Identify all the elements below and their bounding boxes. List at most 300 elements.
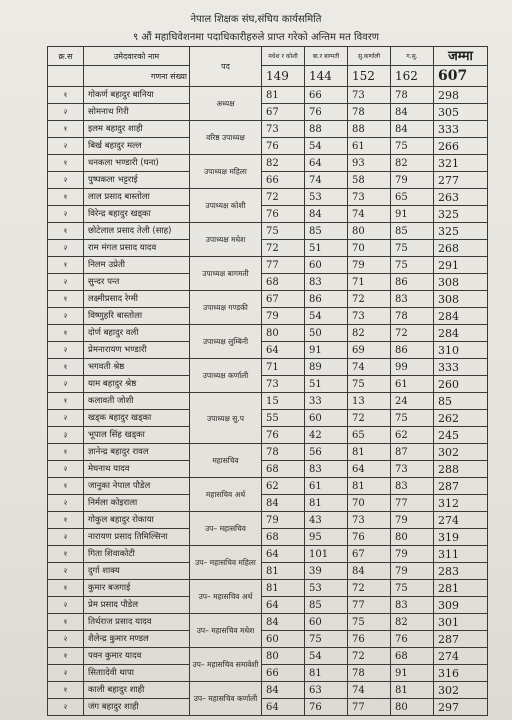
candidate-name: शैलेन्द्र कुमार मण्डल (84, 631, 190, 648)
header-post: पद (190, 47, 262, 87)
candidate-name: काली बहादुर शाही (84, 682, 190, 699)
candidate-name: बिर्ख बहादुर मल्ल (84, 138, 190, 155)
summary-c3: 152 (348, 66, 391, 87)
table-row (48, 597, 488, 614)
post-cell: उपाध्यक्ष लुम्बिनी (190, 325, 262, 359)
votes-cell: 84 (262, 682, 305, 699)
summary-c4: 162 (391, 66, 434, 87)
candidate-name: निर्मला कोइराला (84, 495, 190, 512)
votes-cell: 79 (262, 308, 305, 325)
post-cell: उप– महासचिव मधेश (190, 614, 262, 648)
document-subtitle: ९ औं महाधिवेशनमा पदाधिकारीहरुले प्राप्त गरेको अन्तिम मत विवरण (132, 32, 380, 43)
votes-cell: 75 (391, 410, 434, 427)
votes-cell: 65 (391, 189, 434, 206)
votes-cell: 76 (348, 529, 391, 546)
votes-cell: 76 (305, 104, 348, 121)
votes-cell: 43 (305, 512, 348, 529)
votes-cell: 60 (305, 410, 348, 427)
table-row (48, 172, 488, 189)
table-row (48, 87, 488, 104)
total-votes: 305 (434, 104, 488, 121)
row-sn: २ (48, 699, 84, 716)
row-sn: १ (48, 393, 84, 410)
total-votes: 266 (434, 138, 488, 155)
votes-cell: 54 (305, 138, 348, 155)
header-c4: ग.सु. (391, 47, 434, 66)
votes-cell: 91 (305, 342, 348, 359)
post-cell: उप– महासचिव महिला (190, 546, 262, 580)
candidate-name: दुर्गा शाक्य (84, 563, 190, 580)
votes-cell: 69 (348, 342, 391, 359)
votes-cell: 83 (391, 597, 434, 614)
candidate-name: प्रेम प्रसाद पौडेल (84, 597, 190, 614)
votes-cell: 53 (305, 189, 348, 206)
table-row (48, 444, 488, 461)
row-sn: १ (48, 614, 84, 631)
votes-cell: 74 (348, 359, 391, 376)
votes-cell: 68 (262, 461, 305, 478)
table-row (48, 325, 488, 342)
table-row (48, 291, 488, 308)
votes-cell: 87 (391, 444, 434, 461)
total-votes: 262 (434, 410, 488, 427)
post-cell: उपाध्यक्ष मधेश (190, 223, 262, 257)
votes-cell: 75 (348, 614, 391, 631)
candidate-name: नारायण प्रसाद तिमिल्सिना (84, 529, 190, 546)
votes-cell: 15 (262, 393, 305, 410)
candidate-name: ज्ञानेन्द्र बहादुर रावल (84, 444, 190, 461)
total-votes: 301 (434, 614, 488, 631)
candidate-name: याम बहादुर श्रेष्ठ (84, 376, 190, 393)
votes-cell: 68 (262, 274, 305, 291)
votes-cell: 53 (305, 580, 348, 597)
votes-cell: 64 (348, 461, 391, 478)
votes-cell: 73 (262, 376, 305, 393)
votes-cell: 72 (348, 580, 391, 597)
votes-cell: 64 (262, 699, 305, 716)
total-votes: 85 (434, 393, 488, 410)
votes-cell: 81 (348, 444, 391, 461)
votes-cell: 75 (348, 376, 391, 393)
votes-cell: 73 (348, 308, 391, 325)
table-row (48, 512, 488, 529)
total-votes: 311 (434, 546, 488, 563)
votes-cell: 80 (391, 699, 434, 716)
total-votes: 245 (434, 427, 488, 444)
row-sn: १ (48, 444, 84, 461)
votes-cell: 64 (262, 597, 305, 614)
votes-cell: 77 (391, 495, 434, 512)
vote-table (47, 46, 488, 716)
total-votes: 260 (434, 376, 488, 393)
table-row (48, 308, 488, 325)
votes-cell: 79 (391, 546, 434, 563)
table-row (48, 427, 488, 444)
header-row (48, 47, 488, 66)
total-votes: 333 (434, 359, 488, 376)
row-sn: २ (48, 495, 84, 512)
votes-cell: 78 (348, 665, 391, 682)
total-votes: 274 (434, 648, 488, 665)
votes-cell: 80 (262, 325, 305, 342)
post-cell: उपाध्यक्ष सु.प (190, 393, 262, 444)
votes-cell: 91 (391, 206, 434, 223)
total-votes: 274 (434, 512, 488, 529)
document-title: नेपाल शिक्षक संघ,संघिय कार्यसमिति (190, 14, 322, 25)
votes-cell: 66 (305, 87, 348, 104)
total-votes: 263 (434, 189, 488, 206)
votes-cell: 68 (391, 648, 434, 665)
row-sn: १ (48, 546, 84, 563)
table-row (48, 257, 488, 274)
total-votes: 325 (434, 206, 488, 223)
candidate-name: धनकला भण्डारी (घना) (84, 155, 190, 172)
votes-cell: 86 (391, 342, 434, 359)
votes-cell: 62 (391, 427, 434, 444)
votes-cell: 86 (391, 274, 434, 291)
votes-cell: 51 (305, 240, 348, 257)
total-votes: 288 (434, 461, 488, 478)
votes-cell: 75 (391, 257, 434, 274)
votes-cell: 73 (391, 461, 434, 478)
post-cell: उपाध्यक्ष कर्णाली (190, 359, 262, 393)
row-sn: १ (48, 325, 84, 342)
total-votes: 312 (434, 495, 488, 512)
votes-cell: 80 (348, 223, 391, 240)
candidate-name: दोर्ण बहादुर वली (84, 325, 190, 342)
table-row (48, 223, 488, 240)
table-row (48, 206, 488, 223)
post-cell: उप– महासचिव (190, 512, 262, 546)
votes-cell: 61 (305, 478, 348, 495)
votes-cell: 83 (391, 478, 434, 495)
votes-cell: 73 (262, 121, 305, 138)
votes-cell: 78 (391, 308, 434, 325)
votes-cell: 101 (305, 546, 348, 563)
votes-cell: 81 (348, 478, 391, 495)
header-name: उमेदवारको नाम (84, 47, 190, 66)
total-votes: 287 (434, 631, 488, 648)
votes-cell: 76 (262, 138, 305, 155)
total-votes: 310 (434, 342, 488, 359)
votes-cell: 71 (262, 359, 305, 376)
row-sn: ३ (48, 427, 84, 444)
row-sn: १ (48, 359, 84, 376)
total-votes: 325 (434, 223, 488, 240)
votes-cell: 76 (348, 631, 391, 648)
votes-cell: 74 (348, 206, 391, 223)
candidate-name: लक्ष्मीप्रसाद रेग्मी (84, 291, 190, 308)
votes-cell: 61 (348, 138, 391, 155)
table-row (48, 189, 488, 206)
votes-cell: 78 (262, 444, 305, 461)
candidate-name: छोटेलाल प्रसाद तेली (साह) (84, 223, 190, 240)
votes-cell: 78 (348, 104, 391, 121)
summary-c1: 149 (262, 66, 305, 87)
post-cell: अध्यक्ष (190, 87, 262, 121)
candidate-name: मेघनाथ यादव (84, 461, 190, 478)
row-sn: २ (48, 631, 84, 648)
row-sn: २ (48, 240, 84, 257)
total-votes: 287 (434, 478, 488, 495)
summary-total: 607 (434, 66, 488, 87)
votes-cell: 79 (391, 512, 434, 529)
votes-cell: 75 (262, 223, 305, 240)
votes-cell: 81 (262, 563, 305, 580)
votes-cell: 72 (348, 410, 391, 427)
post-cell: उपाध्यक्ष महिला (190, 155, 262, 189)
votes-cell: 68 (262, 529, 305, 546)
header-total: जम्मा (434, 47, 488, 66)
candidate-name: खड्क बहादुर खड्का (84, 410, 190, 427)
votes-cell: 64 (262, 342, 305, 359)
candidate-name: सुन्दर पन्त (84, 274, 190, 291)
votes-cell: 75 (391, 580, 434, 597)
total-votes: 302 (434, 444, 488, 461)
votes-cell: 51 (305, 376, 348, 393)
total-votes: 291 (434, 257, 488, 274)
votes-cell: 54 (305, 648, 348, 665)
header-sn: क्र.स (48, 47, 84, 66)
row-sn: २ (48, 376, 84, 393)
row-sn: १ (48, 223, 84, 240)
candidate-name: गोकर्ण बहादुर बानिया (84, 87, 190, 104)
candidate-name: जानुका नेपाल पौडेल (84, 478, 190, 495)
votes-cell: 80 (391, 529, 434, 546)
row-sn: २ (48, 529, 84, 546)
table-row (48, 104, 488, 121)
row-sn: १ (48, 478, 84, 495)
candidate-name: पवन कुमार यादव (84, 648, 190, 665)
table-row (48, 155, 488, 172)
votes-cell: 77 (262, 257, 305, 274)
votes-cell: 82 (391, 155, 434, 172)
summary-empty-sn (48, 66, 84, 87)
votes-cell: 88 (305, 121, 348, 138)
post-cell: उप– महासचिव कर्णाली (190, 682, 262, 716)
row-sn: २ (48, 597, 84, 614)
votes-cell: 70 (348, 495, 391, 512)
total-votes: 308 (434, 291, 488, 308)
votes-cell: 81 (305, 495, 348, 512)
votes-cell: 74 (348, 682, 391, 699)
votes-cell: 66 (262, 665, 305, 682)
candidate-name: लाल प्रसाद बास्तोला (84, 189, 190, 206)
votes-cell: 56 (305, 444, 348, 461)
row-sn: २ (48, 172, 84, 189)
table-row (48, 393, 488, 410)
total-votes: 297 (434, 699, 488, 716)
row-sn: १ (48, 580, 84, 597)
votes-cell: 33 (305, 393, 348, 410)
votes-cell: 83 (305, 274, 348, 291)
votes-cell: 61 (391, 376, 434, 393)
total-votes: 268 (434, 240, 488, 257)
candidate-name: तिर्थराज प्रसाद यादव (84, 614, 190, 631)
votes-cell: 82 (262, 155, 305, 172)
votes-cell: 83 (305, 461, 348, 478)
table-row (48, 631, 488, 648)
votes-cell: 85 (391, 223, 434, 240)
table-row (48, 121, 488, 138)
row-sn: २ (48, 563, 84, 580)
candidate-name: सिताादेवी थापा (84, 665, 190, 682)
votes-cell: 76 (262, 427, 305, 444)
row-sn: १ (48, 291, 84, 308)
votes-cell: 88 (348, 121, 391, 138)
candidate-name: भगवती श्रेष्ठ (84, 359, 190, 376)
votes-cell: 64 (262, 546, 305, 563)
votes-cell: 84 (348, 563, 391, 580)
votes-cell: 84 (391, 121, 434, 138)
total-votes: 284 (434, 325, 488, 342)
votes-cell: 80 (262, 648, 305, 665)
total-votes: 298 (434, 87, 488, 104)
row-sn: १ (48, 155, 84, 172)
votes-cell: 39 (305, 563, 348, 580)
total-votes: 308 (434, 274, 488, 291)
votes-cell: 95 (305, 529, 348, 546)
row-sn: २ (48, 206, 84, 223)
votes-cell: 81 (262, 87, 305, 104)
candidate-name: गिता शिवाकोटी (84, 546, 190, 563)
table-row (48, 138, 488, 155)
votes-cell: 79 (348, 257, 391, 274)
votes-cell: 73 (348, 512, 391, 529)
post-cell: उप– महासचिव समावेशी (190, 648, 262, 682)
header-c1: मधेश र कोशी (262, 47, 305, 66)
row-sn: १ (48, 648, 84, 665)
votes-cell: 81 (391, 682, 434, 699)
table-row (48, 665, 488, 682)
row-sn: १ (48, 121, 84, 138)
header-c3: सु.कर्णाली (348, 47, 391, 66)
candidate-name: पुष्पकला भट्टराई (84, 172, 190, 189)
row-sn: १ (48, 257, 84, 274)
votes-cell: 99 (391, 359, 434, 376)
post-cell: उप– महासचिव अर्थ (190, 580, 262, 614)
votes-cell: 62 (262, 478, 305, 495)
votes-cell: 89 (305, 359, 348, 376)
table-row (48, 359, 488, 376)
total-votes: 333 (434, 121, 488, 138)
votes-cell: 55 (262, 410, 305, 427)
table-row (48, 240, 488, 257)
votes-cell: 72 (391, 325, 434, 342)
total-votes: 277 (434, 172, 488, 189)
votes-cell: 75 (391, 240, 434, 257)
post-cell: महासचिव अर्थ (190, 478, 262, 512)
votes-cell: 74 (305, 172, 348, 189)
votes-cell: 81 (305, 665, 348, 682)
votes-cell: 58 (348, 172, 391, 189)
summary-c2: 144 (305, 66, 348, 87)
table-row (48, 376, 488, 393)
votes-cell: 86 (305, 291, 348, 308)
candidate-name: राम मंगल प्रसाद यादव (84, 240, 190, 257)
votes-cell: 60 (262, 631, 305, 648)
total-votes: 316 (434, 665, 488, 682)
table-row (48, 410, 488, 427)
votes-cell: 67 (348, 546, 391, 563)
votes-cell: 77 (348, 597, 391, 614)
summary-label: गणना संख्या (84, 66, 190, 87)
total-votes: 283 (434, 563, 488, 580)
row-sn: २ (48, 342, 84, 359)
row-sn: १ (48, 87, 84, 104)
votes-cell: 76 (391, 631, 434, 648)
votes-cell: 66 (262, 172, 305, 189)
post-cell: उपाध्यक्ष गण्डकी (190, 291, 262, 325)
votes-cell: 54 (305, 308, 348, 325)
row-sn: २ (48, 461, 84, 478)
votes-cell: 79 (262, 512, 305, 529)
votes-cell: 72 (262, 240, 305, 257)
candidate-name: विरेन्द्र बहादुर खड्का (84, 206, 190, 223)
votes-cell: 84 (262, 495, 305, 512)
votes-cell: 60 (305, 257, 348, 274)
votes-cell: 83 (391, 291, 434, 308)
candidate-name: गोकुल बहादुर रोकाया (84, 512, 190, 529)
votes-cell: 84 (391, 104, 434, 121)
votes-cell: 63 (305, 682, 348, 699)
votes-cell: 13 (348, 393, 391, 410)
votes-cell: 84 (262, 614, 305, 631)
candidate-name: कलावती जोशी (84, 393, 190, 410)
row-sn: १ (48, 512, 84, 529)
votes-cell: 50 (305, 325, 348, 342)
table-row (48, 529, 488, 546)
header-c2: बा.र बाग्मती (305, 47, 348, 66)
votes-cell: 73 (348, 189, 391, 206)
table-row (48, 563, 488, 580)
votes-cell: 72 (348, 648, 391, 665)
table-row (48, 274, 488, 291)
votes-cell: 24 (391, 393, 434, 410)
table-row (48, 682, 488, 699)
table-row (48, 648, 488, 665)
post-cell: उपाध्यक्ष बागमती (190, 257, 262, 291)
votes-cell: 91 (391, 665, 434, 682)
total-votes: 319 (434, 529, 488, 546)
votes-cell: 82 (348, 325, 391, 342)
post-cell: महासचिव (190, 444, 262, 478)
candidate-name: सोमनाथ गिरी (84, 104, 190, 121)
total-votes: 309 (434, 597, 488, 614)
votes-cell: 76 (305, 699, 348, 716)
votes-cell: 85 (305, 597, 348, 614)
candidate-name: भूपाल सिंह खड्का (84, 427, 190, 444)
row-sn: १ (48, 189, 84, 206)
row-sn: २ (48, 410, 84, 427)
candidate-name: विष्णुहरि बास्तोला (84, 308, 190, 325)
post-cell: उपाध्यक्ष कोशी (190, 189, 262, 223)
votes-cell: 67 (262, 104, 305, 121)
row-sn: २ (48, 104, 84, 121)
total-votes: 284 (434, 308, 488, 325)
candidate-name: इलम बहादुर शाही (84, 121, 190, 138)
votes-cell: 60 (305, 614, 348, 631)
votes-cell: 65 (348, 427, 391, 444)
row-sn: १ (48, 682, 84, 699)
votes-cell: 77 (348, 699, 391, 716)
post-cell: वरिष्ठ उपाध्यक्ष (190, 121, 262, 155)
votes-cell: 81 (262, 580, 305, 597)
row-sn: २ (48, 274, 84, 291)
votes-cell: 73 (348, 87, 391, 104)
row-sn: २ (48, 138, 84, 155)
votes-cell: 85 (305, 223, 348, 240)
